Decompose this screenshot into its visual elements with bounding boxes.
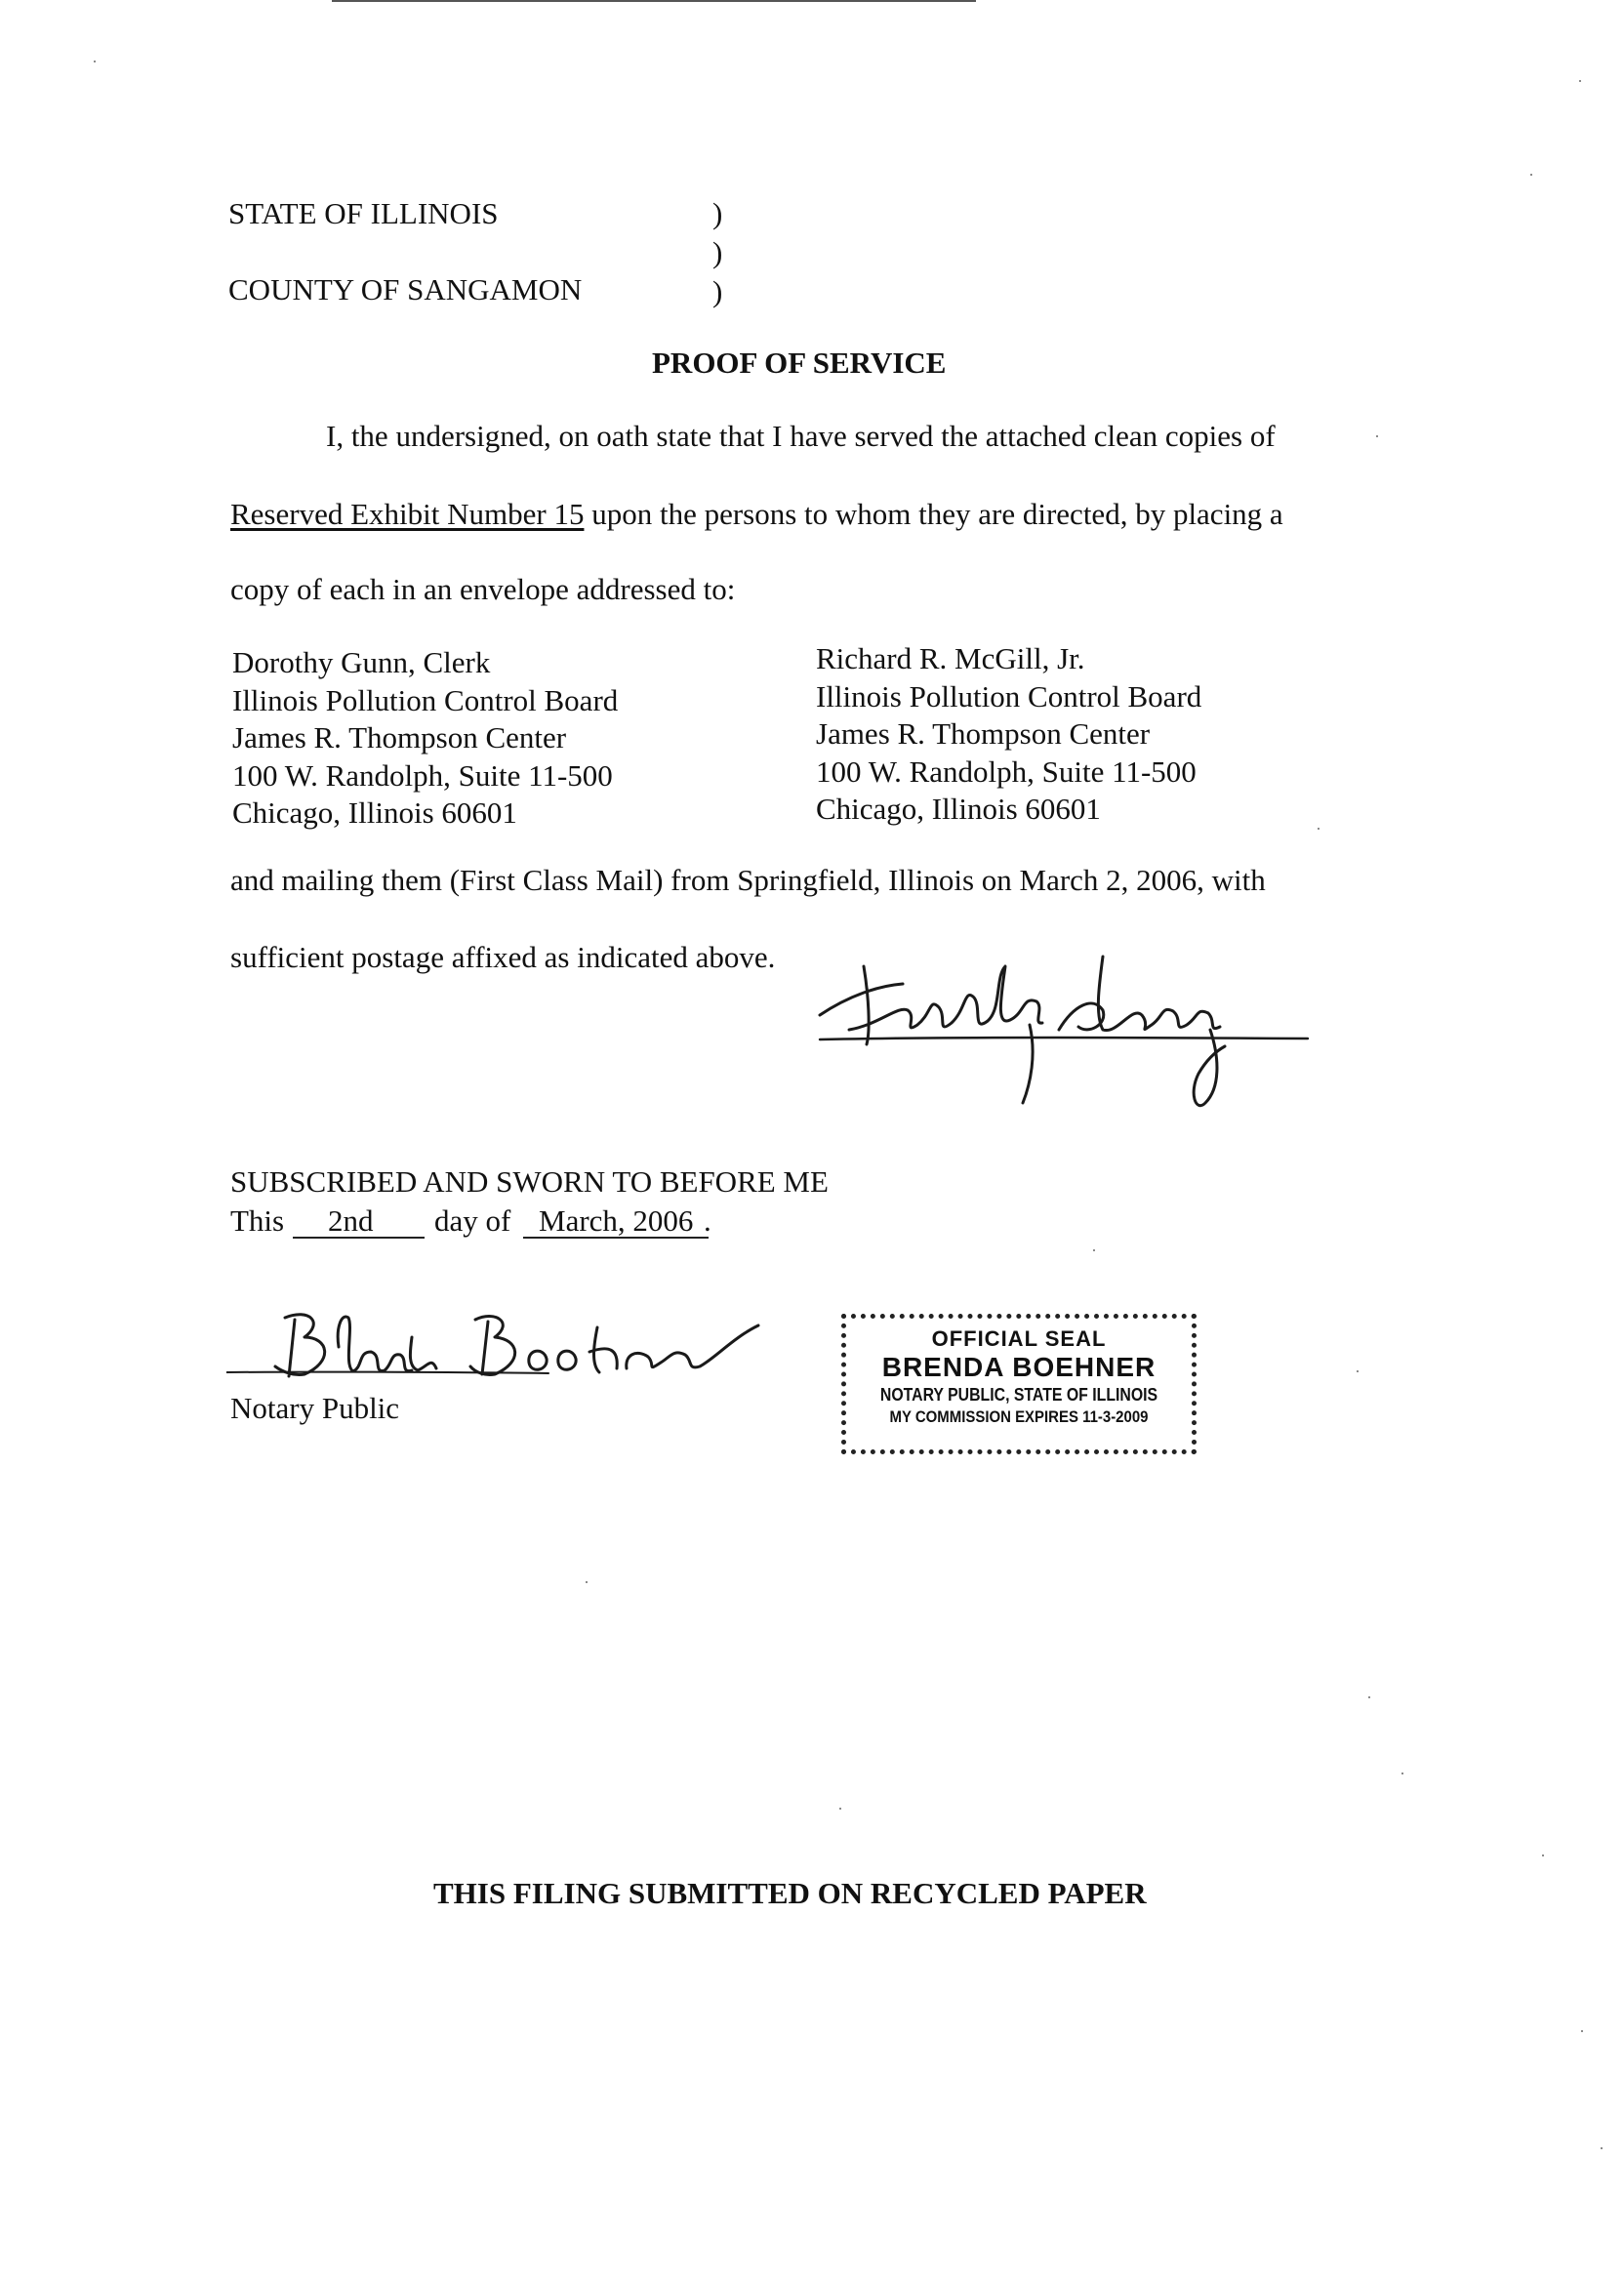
scan-speck (1579, 80, 1581, 82)
scan-speck (1368, 1696, 1370, 1698)
jurat-period: . (704, 1203, 711, 1238)
server-signature-icon (810, 937, 1318, 1113)
body-line-2-rest: upon the persons to whom they are directed, by placing a (584, 497, 1283, 531)
recipient-address (816, 640, 1201, 829)
recipient-street: 100 W. Randolph, Suite 11-500 (232, 757, 613, 793)
jurat-heading: SUBSCRIBED AND SWORN TO BEFORE ME (230, 1164, 829, 1199)
scan-speck (1530, 174, 1532, 176)
notary-public-label: Notary Public (230, 1391, 400, 1425)
caption-paren: ) (712, 274, 723, 308)
seal-line-2: BRENDA BOEHNER (881, 1352, 1157, 1382)
footer-recycled-paper: THIS FILING SUBMITTED ON RECYCLED PAPER (433, 1876, 1147, 1910)
jurat-month-year: March, 2006 (539, 1203, 694, 1238)
seal-line-1: OFFICIAL SEAL (931, 1326, 1107, 1351)
seal-line-3: NOTARY PUBLIC, STATE OF ILLINOIS (879, 1385, 1158, 1405)
recipient-street: 100 W. Randolph, Suite 11-500 (816, 754, 1197, 789)
scan-speck (1093, 1249, 1095, 1251)
mailing-line-1: and mailing them (First Class Mail) from Springfield, Illinois on March 2, 2006, with (230, 863, 1266, 897)
scan-speck (1581, 2030, 1583, 2032)
recipient-org: Illinois Pollution Control Board (232, 682, 619, 717)
recipient-city: Chicago, Illinois 60601 (816, 792, 1101, 826)
body-line-3: copy of each in an envelope addressed to: (230, 572, 736, 606)
caption-paren: ) (712, 196, 723, 230)
scan-speck (1601, 2147, 1603, 2149)
body-line-2 (230, 496, 1283, 533)
scan-speck (586, 1581, 588, 1583)
scan-speck (1542, 1854, 1544, 1856)
jurat-day-value: 2nd (328, 1203, 374, 1238)
mailing-line-2: sufficient postage affixed as indicated above. (230, 940, 776, 974)
caption-county: COUNTY OF SANGAMON (228, 272, 583, 306)
scan-speck (1376, 435, 1378, 437)
notary-signature-icon (226, 1298, 773, 1386)
caption-state: STATE OF ILLINOIS (228, 196, 499, 230)
scan-speck (1318, 828, 1320, 830)
scan-edge-line (332, 0, 976, 2)
recipient-name: Richard R. McGill, Jr. (816, 641, 1085, 675)
official-seal-stamp (841, 1314, 1197, 1454)
seal-line-4: MY COMMISSION EXPIRES 11-3-2009 (889, 1407, 1149, 1426)
body-line-1: I, the undersigned, on oath state that I have served the attached clean copies of (326, 419, 1276, 453)
jurat-this: This (230, 1203, 285, 1238)
recipient-org: Illinois Pollution Control Board (816, 678, 1202, 713)
recipient-address (232, 644, 618, 833)
document-title: PROOF OF SERVICE (652, 346, 947, 380)
caption-paren: ) (712, 235, 723, 269)
jurat-day-of: day of (434, 1203, 511, 1238)
scan-speck (839, 1808, 841, 1810)
scan-speck (94, 61, 96, 62)
exhibit-reference: Reserved Exhibit Number 15 (230, 497, 585, 531)
recipient-building: James R. Thompson Center (232, 720, 567, 754)
recipient-name: Dorothy Gunn, Clerk (232, 645, 491, 679)
scan-speck (1401, 1773, 1403, 1774)
recipient-building: James R. Thompson Center (816, 716, 1151, 751)
recipient-city: Chicago, Illinois 60601 (232, 795, 517, 830)
scan-speck (1357, 1370, 1359, 1372)
